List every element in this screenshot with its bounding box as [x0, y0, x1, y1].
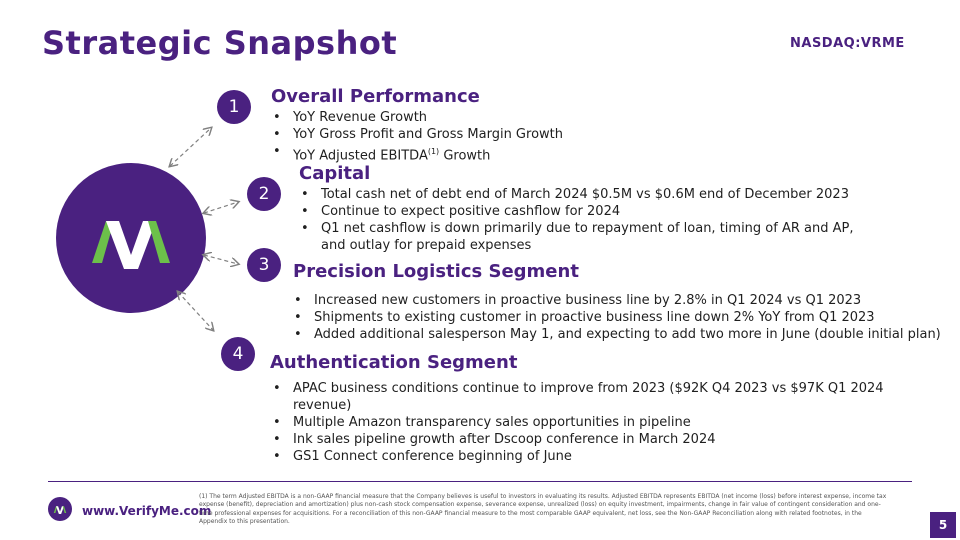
section-4-bullets — [271, 380, 893, 465]
section-2-title: Capital — [299, 163, 371, 184]
list-item: • APAC business conditions continue to improve from 2023 ($92K Q4 2023 vs $97K Q1 2024 revenue) — [271, 380, 893, 414]
section-2-bullets — [299, 186, 881, 254]
list-item: • GS1 Connect conference beginning of June — [271, 448, 893, 465]
section-3-number: 3 — [247, 248, 281, 282]
ebitda-suffix: Growth — [439, 148, 491, 164]
list-item: • Continue to expect positive cashflow for 2024 — [299, 203, 881, 220]
list-item — [271, 143, 871, 164]
arrow-to-section-4 — [178, 292, 213, 330]
section-3-title: Precision Logistics Segment — [293, 261, 579, 282]
arrow-to-section-3 — [204, 255, 238, 264]
list-item: • Total cash net of debt end of March 2024 $0.5M vs $0.6M end of December 2023 — [299, 186, 881, 203]
section-1-bullets — [271, 109, 871, 164]
website-link[interactable]: www.VerifyMe.com — [82, 504, 212, 518]
footer-logo — [48, 497, 72, 521]
list-item: • Added additional salesperson May 1, and expecting to add two more in June (double initial plan) — [292, 326, 956, 343]
section-1-title: Overall Performance — [271, 86, 480, 107]
list-item: • Shipments to existing customer in proactive business line down 2% YoY from Q1 2023 — [292, 309, 956, 326]
stock-ticker: NASDAQ:VRME — [790, 36, 905, 51]
section-4-number: 4 — [221, 337, 255, 371]
list-item: • YoY Revenue Growth — [271, 109, 871, 126]
list-item: • Multiple Amazon transparency sales opportunities in pipeline — [271, 414, 893, 431]
list-item: • Ink sales pipeline growth after Dscoop conference in March 2024 — [271, 431, 893, 448]
arrow-to-section-1 — [170, 128, 211, 166]
section-4-title: Authentication Segment — [270, 352, 518, 373]
list-item: • Increased new customers in proactive business line by 2.8% in Q1 2024 vs Q1 2023 — [292, 292, 956, 309]
section-2-number: 2 — [247, 177, 281, 211]
list-item: • Q1 net cashflow is down primarily due to repayment of loan, timing of AR and AP, and outlay for prepaid expenses — [299, 220, 881, 254]
section-1-number: 1 — [217, 90, 251, 124]
ebitda-label: YoY Adjusted EBITDA — [293, 148, 428, 164]
verifyme-logo-small-icon — [48, 497, 72, 521]
list-item: • YoY Gross Profit and Gross Margin Growth — [271, 126, 871, 143]
section-3-bullets — [292, 292, 956, 343]
footer-divider — [48, 481, 912, 482]
footnote-marker: (1) — [427, 147, 440, 156]
page-number: 5 — [930, 512, 956, 538]
page-title: Strategic Snapshot — [42, 24, 398, 62]
footnote-text: (1) The term Adjusted EBITDA is a non-GAAP financial measure that the Company believes is useful to investors in evaluating its results. Adjusted EBITDA represents EBITDA (net income (loss) before interest expense, income tax expense (benefit), depreciation and amortization) plus non-cash stock compensation expense, severance expense, unrealized (loss) on equity investment, impairments, change in fair value of contingent consideration and one-time professional expenses for acquisitions. For a reconciliation of this non-GAAP financial measure to the most comparable GAAP equivalent, net loss, see the Non-GAAP Reconciliation along with related footnotes, in the Appendix to this presentation. — [199, 493, 887, 526]
arrow-to-section-2 — [204, 202, 238, 213]
